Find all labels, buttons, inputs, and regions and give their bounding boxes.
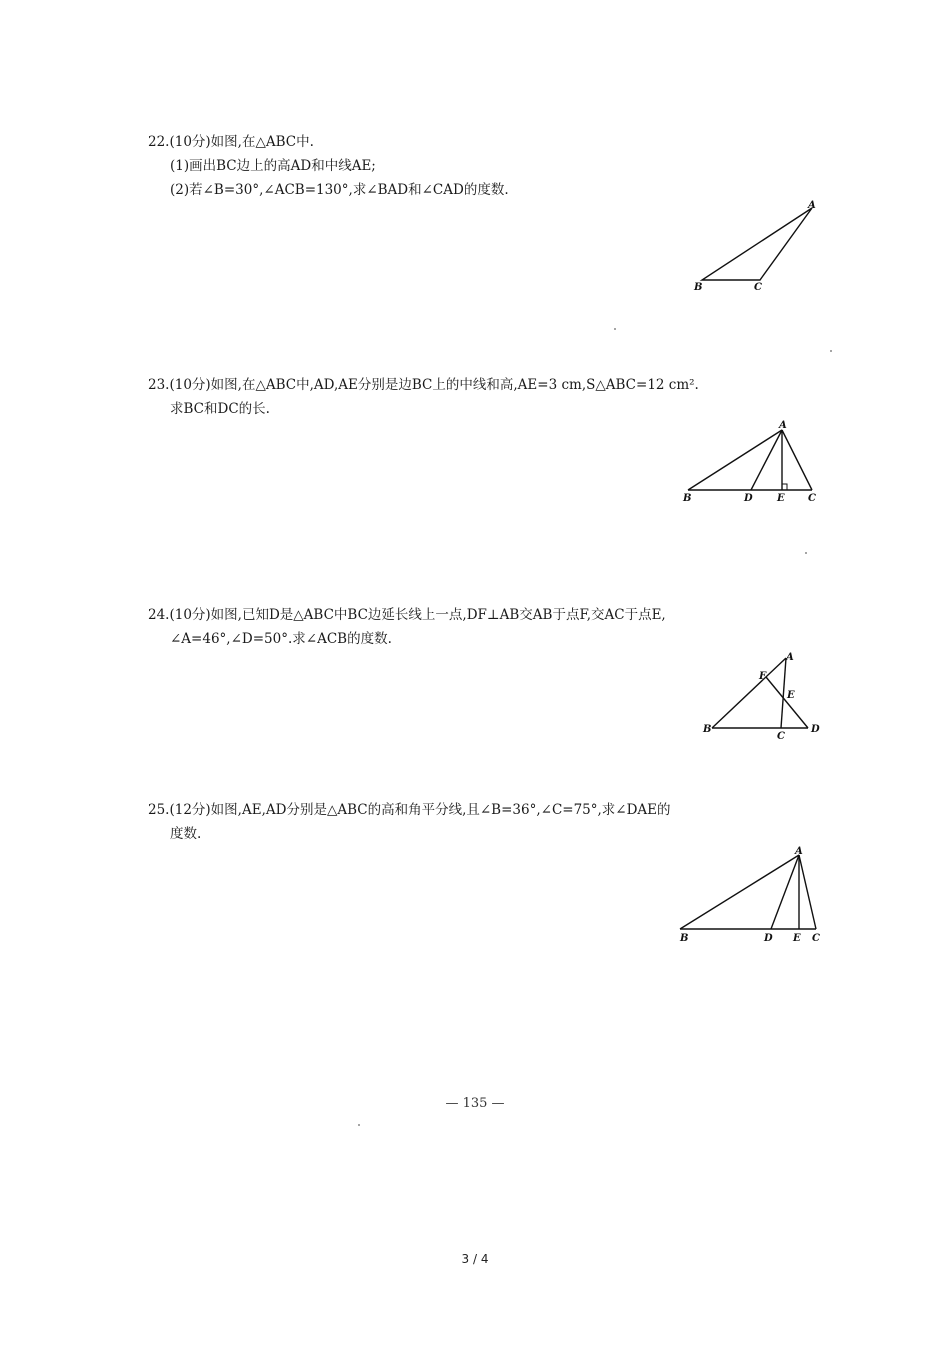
label-c: C	[808, 493, 816, 504]
triangle-abc	[702, 208, 812, 280]
figure-25	[676, 843, 831, 947]
page-count: 3 / 4	[461, 1252, 489, 1266]
label-a: A	[795, 846, 803, 857]
problem-24	[148, 603, 828, 651]
label-e: E	[793, 933, 801, 944]
problem-22	[148, 130, 828, 202]
scan-speck	[805, 552, 807, 554]
right-angle-mark	[782, 484, 787, 490]
label-b: B	[694, 282, 703, 293]
line-ad	[751, 430, 782, 490]
label-d: D	[744, 493, 753, 504]
label-f: F	[759, 671, 767, 682]
problem-23	[148, 373, 828, 421]
problem-25-title: 25.(12分)如图,AE,AD分别是△ABC的高和角平分线,且∠B=36°,∠C=75°,求∠DAE的	[148, 802, 671, 818]
scan-speck	[614, 328, 616, 330]
label-d: D	[764, 933, 773, 944]
label-c: C	[754, 282, 762, 293]
figure-23	[680, 418, 830, 512]
figure-24-svg	[700, 648, 830, 743]
line-ac	[781, 658, 786, 728]
problem-22-part-2: (2)若∠B=30°,∠ACB=130°,求∠BAD和∠CAD的度数.	[170, 182, 509, 198]
problem-22-title: 22.(10分)如图,在△ABC中.	[148, 134, 314, 150]
line-ac	[782, 430, 812, 490]
figure-23-svg	[680, 418, 830, 508]
figure-22	[690, 198, 830, 302]
scan-speck	[830, 350, 832, 352]
problem-22-part-1: (1)画出BC边上的高AD和中线AE;	[170, 158, 376, 174]
label-a: A	[779, 420, 787, 431]
problem-25-question: 度数.	[170, 826, 202, 842]
line-ab	[680, 855, 799, 929]
problem-24-given: ∠A=46°,∠D=50°.求∠ACB的度数.	[170, 631, 392, 647]
label-b: B	[703, 724, 712, 735]
label-d: D	[811, 724, 820, 735]
figure-24	[700, 648, 830, 747]
label-c: C	[777, 731, 785, 742]
page-number: — 135 —	[445, 1096, 505, 1111]
label-b: B	[683, 493, 692, 504]
problem-23-title: 23.(10分)如图,在△ABC中,AD,AE分别是边BC上的中线和高,AE=3 cm,S△ABC=12 cm².	[148, 377, 699, 393]
scan-speck	[358, 1124, 360, 1126]
label-a: A	[786, 652, 794, 663]
figure-25-svg	[676, 843, 831, 943]
line-ad	[771, 855, 799, 929]
label-a: A	[808, 200, 816, 211]
label-b: B	[680, 933, 689, 944]
problem-25	[148, 798, 828, 846]
label-e: E	[787, 690, 795, 701]
line-ab	[712, 658, 786, 728]
line-df	[766, 677, 808, 728]
problem-24-title: 24.(10分)如图,已知D是△ABC中BC边延长线上一点,DF⊥AB交AB于点F,交AC于点E,	[148, 607, 666, 623]
line-ab	[688, 430, 782, 490]
figure-22-svg	[690, 198, 830, 298]
line-ac	[799, 855, 816, 929]
label-e: E	[777, 493, 785, 504]
label-c: C	[812, 933, 820, 944]
problem-23-question: 求BC和DC的长.	[170, 401, 270, 417]
